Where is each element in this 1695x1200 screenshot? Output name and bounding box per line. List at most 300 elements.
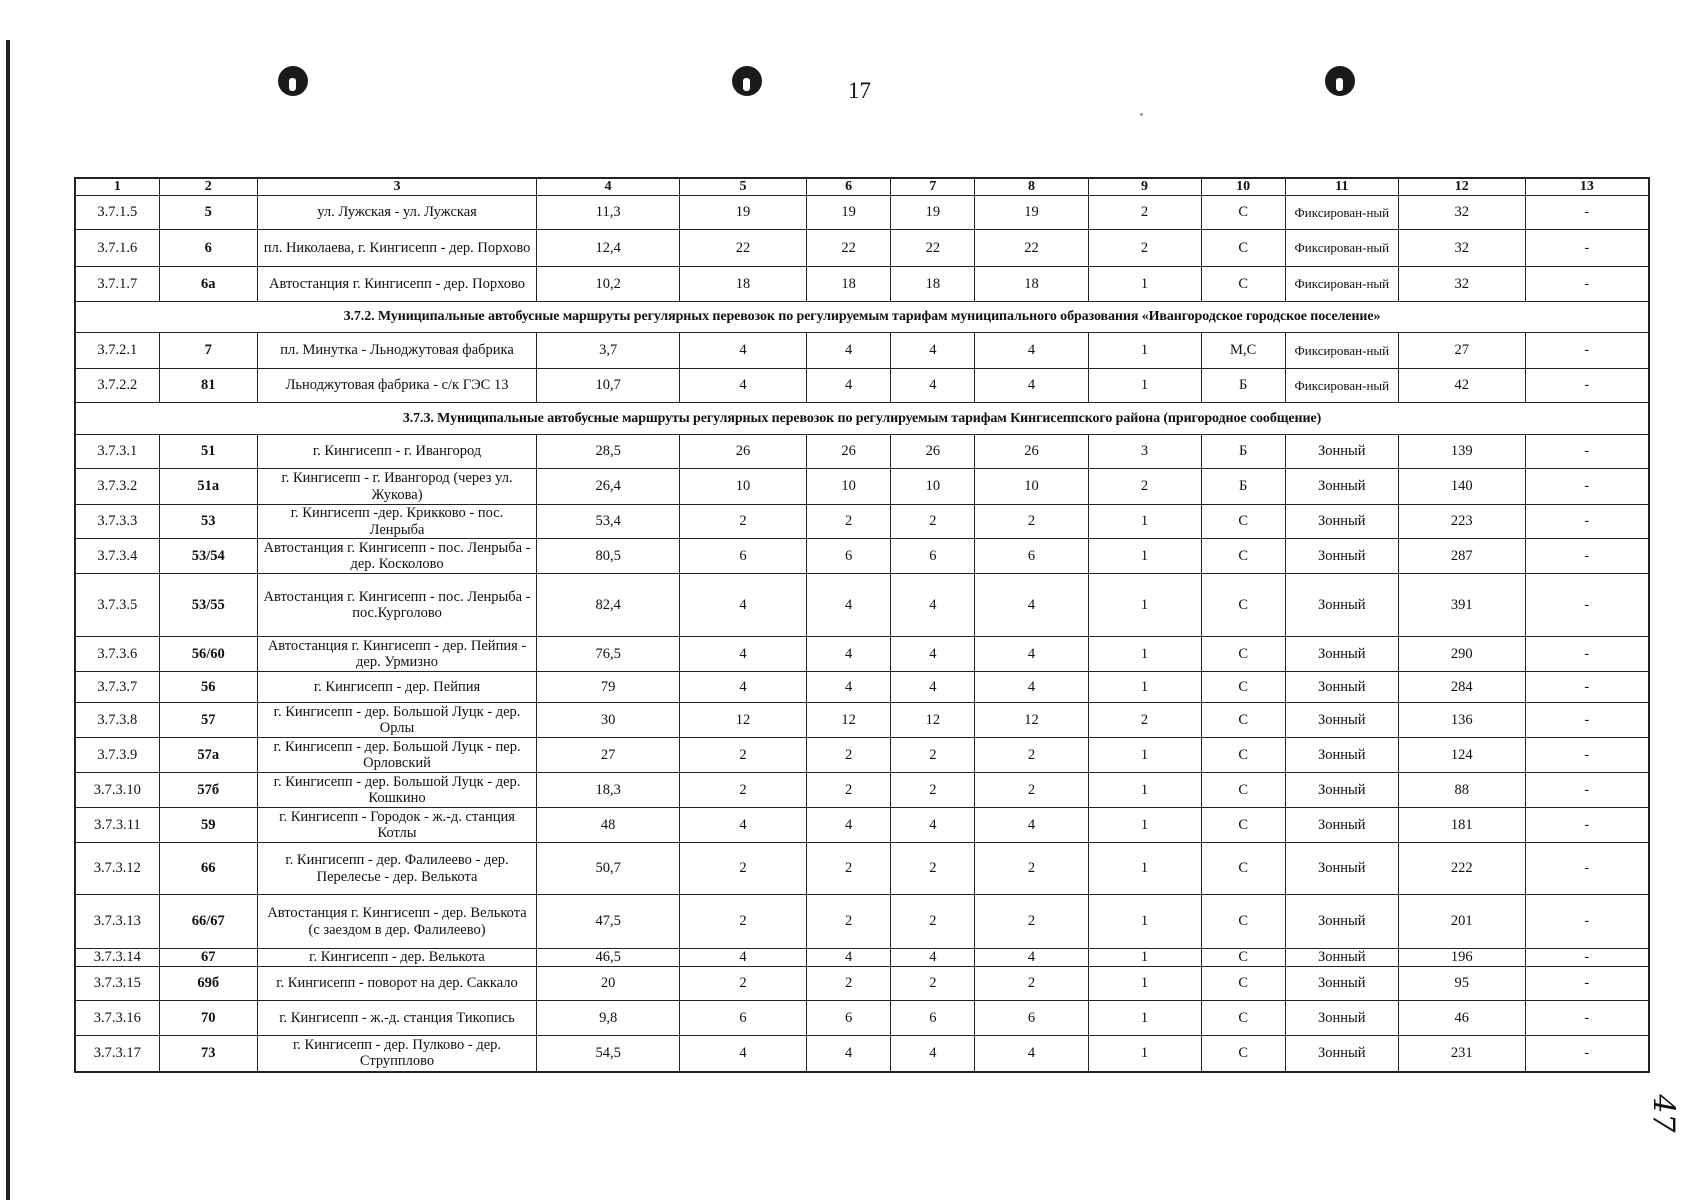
cell-buses-holidays: 26	[975, 435, 1088, 469]
cell-note: -	[1525, 1001, 1649, 1036]
cell-row-number: 3.7.3.5	[75, 574, 159, 637]
cell-fare: 124	[1398, 738, 1525, 773]
cell-buses-weekends: 4	[891, 672, 975, 703]
cell-buses-holidays: 4	[975, 369, 1088, 403]
cell-row-number: 3.7.3.8	[75, 703, 159, 738]
cell-note: -	[1525, 1036, 1649, 1072]
cell-note: -	[1525, 967, 1649, 1001]
cell-buses-weekends: 4	[891, 574, 975, 637]
cell-note: -	[1525, 230, 1649, 267]
column-header: 2	[159, 178, 257, 196]
cell-route-number: 67	[159, 949, 257, 967]
cell-buses-workdays: 18	[807, 267, 891, 302]
cell-bus-class: 2	[1088, 469, 1201, 505]
cell-fare: 46	[1398, 1001, 1525, 1036]
cell-bus-class: 1	[1088, 773, 1201, 808]
cell-fare: 196	[1398, 949, 1525, 967]
cell-fare: 201	[1398, 895, 1525, 949]
cell-row-number: 3.7.3.9	[75, 738, 159, 773]
cell-tariff-type: Зонный	[1285, 672, 1398, 703]
cell-buses-total: 4	[680, 949, 807, 967]
cell-route-name: г. Кингисепп - дер. Велькота	[257, 949, 536, 967]
cell-row-number: 3.7.3.12	[75, 843, 159, 895]
cell-tariff-type: Зонный	[1285, 808, 1398, 843]
cell-row-number: 3.7.1.5	[75, 196, 159, 230]
cell-bus-class: 1	[1088, 505, 1201, 539]
cell-bus-class: 1	[1088, 895, 1201, 949]
cell-bus-class: 1	[1088, 267, 1201, 302]
cell-buses-workdays: 22	[807, 230, 891, 267]
cell-note: -	[1525, 738, 1649, 773]
cell-buses-holidays: 2	[975, 738, 1088, 773]
cell-route-number: 57б	[159, 773, 257, 808]
cell-tariff-type: Фиксирован-ный	[1285, 196, 1398, 230]
cell-bus-size: С	[1201, 949, 1285, 967]
table-body	[75, 178, 1649, 1072]
table-row	[75, 1036, 1649, 1072]
table-row	[75, 505, 1649, 539]
table-row	[75, 1001, 1649, 1036]
cell-buses-weekends: 2	[891, 505, 975, 539]
cell-note: -	[1525, 773, 1649, 808]
cell-route-name: г. Кингисепп - поворот на дер. Саккало	[257, 967, 536, 1001]
cell-row-number: 3.7.3.17	[75, 1036, 159, 1072]
cell-bus-class: 1	[1088, 574, 1201, 637]
cell-route-number: 56	[159, 672, 257, 703]
cell-route-length: 46,5	[537, 949, 680, 967]
cell-fare: 290	[1398, 637, 1525, 672]
column-header: 8	[975, 178, 1088, 196]
cell-route-name: г. Кингисепп - дер. Большой Луцк - дер. Орлы	[257, 703, 536, 738]
cell-tariff-type: Зонный	[1285, 843, 1398, 895]
cell-buses-workdays: 4	[807, 949, 891, 967]
cell-fare: 287	[1398, 539, 1525, 574]
cell-route-number: 53/55	[159, 574, 257, 637]
column-header: 4	[537, 178, 680, 196]
cell-route-length: 10,7	[537, 369, 680, 403]
table-row	[75, 469, 1649, 505]
cell-bus-class: 1	[1088, 637, 1201, 672]
cell-fare: 95	[1398, 967, 1525, 1001]
cell-buses-total: 4	[680, 333, 807, 369]
cell-buses-weekends: 6	[891, 539, 975, 574]
cell-buses-total: 4	[680, 369, 807, 403]
cell-row-number: 3.7.1.7	[75, 267, 159, 302]
cell-buses-holidays: 10	[975, 469, 1088, 505]
cell-route-name: г. Кингисепп - дер. Пейпия	[257, 672, 536, 703]
cell-buses-weekends: 4	[891, 333, 975, 369]
cell-note: -	[1525, 369, 1649, 403]
column-header: 9	[1088, 178, 1201, 196]
table-row	[75, 333, 1649, 369]
cell-buses-workdays: 19	[807, 196, 891, 230]
cell-fare: 88	[1398, 773, 1525, 808]
section-heading: 3.7.3. Муниципальные автобусные маршруты регулярных перевозок по регулируемым тарифам Кингисеппского района (пригородное сообщение)	[75, 403, 1649, 435]
cell-note: -	[1525, 469, 1649, 505]
cell-route-length: 79	[537, 672, 680, 703]
table-header-row	[75, 178, 1649, 196]
cell-buses-holidays: 2	[975, 967, 1088, 1001]
cell-route-length: 54,5	[537, 1036, 680, 1072]
cell-buses-total: 2	[680, 505, 807, 539]
cell-tariff-type: Зонный	[1285, 574, 1398, 637]
cell-buses-weekends: 6	[891, 1001, 975, 1036]
table-row	[75, 267, 1649, 302]
cell-fare: 140	[1398, 469, 1525, 505]
cell-buses-weekends: 2	[891, 967, 975, 1001]
cell-route-length: 82,4	[537, 574, 680, 637]
cell-buses-total: 2	[680, 843, 807, 895]
cell-note: -	[1525, 637, 1649, 672]
cell-route-length: 27	[537, 738, 680, 773]
cell-route-name: г. Кингисепп - дер. Большой Луцк - пер. Орловский	[257, 738, 536, 773]
cell-tariff-type: Фиксирован-ный	[1285, 267, 1398, 302]
cell-route-name: ул. Лужская - ул. Лужская	[257, 196, 536, 230]
cell-buses-weekends: 4	[891, 369, 975, 403]
cell-buses-total: 6	[680, 1001, 807, 1036]
cell-buses-total: 4	[680, 808, 807, 843]
cell-bus-size: М,С	[1201, 333, 1285, 369]
cell-buses-holidays: 4	[975, 1036, 1088, 1072]
cell-buses-weekends: 2	[891, 773, 975, 808]
cell-buses-workdays: 4	[807, 637, 891, 672]
cell-route-length: 50,7	[537, 843, 680, 895]
cell-bus-class: 1	[1088, 949, 1201, 967]
cell-buses-workdays: 4	[807, 808, 891, 843]
cell-bus-class: 1	[1088, 672, 1201, 703]
cell-buses-weekends: 22	[891, 230, 975, 267]
cell-buses-holidays: 6	[975, 1001, 1088, 1036]
cell-route-length: 76,5	[537, 637, 680, 672]
cell-note: -	[1525, 808, 1649, 843]
cell-route-number: 66/67	[159, 895, 257, 949]
cell-route-length: 80,5	[537, 539, 680, 574]
cell-route-name: Автостанция г. Кингисепп - пос. Ленрыба - дер. Косколово	[257, 539, 536, 574]
cell-buses-weekends: 2	[891, 843, 975, 895]
cell-buses-weekends: 4	[891, 949, 975, 967]
cell-buses-total: 4	[680, 1036, 807, 1072]
cell-route-length: 11,3	[537, 196, 680, 230]
cell-route-number: 66	[159, 843, 257, 895]
cell-bus-size: С	[1201, 1036, 1285, 1072]
cell-row-number: 3.7.3.15	[75, 967, 159, 1001]
cell-route-name: Льноджутовая фабрика - с/к ГЭС 13	[257, 369, 536, 403]
cell-note: -	[1525, 435, 1649, 469]
punch-hole-icon	[1325, 66, 1355, 96]
cell-bus-class: 1	[1088, 1036, 1201, 1072]
cell-buses-workdays: 10	[807, 469, 891, 505]
punch-hole-icon	[278, 66, 308, 96]
cell-buses-holidays: 18	[975, 267, 1088, 302]
section-heading-row	[75, 403, 1649, 435]
cell-fare: 27	[1398, 333, 1525, 369]
cell-route-number: 57	[159, 703, 257, 738]
cell-bus-class: 1	[1088, 967, 1201, 1001]
column-header: 6	[807, 178, 891, 196]
cell-row-number: 3.7.3.6	[75, 637, 159, 672]
table-row	[75, 808, 1649, 843]
column-header: 13	[1525, 178, 1649, 196]
cell-tariff-type: Фиксирован-ный	[1285, 230, 1398, 267]
cell-bus-size: С	[1201, 539, 1285, 574]
cell-buses-workdays: 6	[807, 1001, 891, 1036]
cell-bus-class: 1	[1088, 1001, 1201, 1036]
cell-route-length: 28,5	[537, 435, 680, 469]
cell-route-number: 53/54	[159, 539, 257, 574]
table-row	[75, 230, 1649, 267]
cell-fare: 222	[1398, 843, 1525, 895]
cell-route-length: 30	[537, 703, 680, 738]
cell-bus-size: С	[1201, 808, 1285, 843]
handwritten-sheet-number: 47	[1645, 1094, 1681, 1133]
cell-buses-total: 4	[680, 637, 807, 672]
cell-tariff-type: Зонный	[1285, 539, 1398, 574]
cell-tariff-type: Зонный	[1285, 967, 1398, 1001]
cell-buses-workdays: 4	[807, 369, 891, 403]
cell-bus-class: 1	[1088, 738, 1201, 773]
cell-bus-class: 1	[1088, 539, 1201, 574]
cell-buses-workdays: 2	[807, 843, 891, 895]
cell-buses-workdays: 6	[807, 539, 891, 574]
cell-route-number: 73	[159, 1036, 257, 1072]
cell-buses-total: 6	[680, 539, 807, 574]
table-row	[75, 895, 1649, 949]
cell-buses-workdays: 4	[807, 574, 891, 637]
cell-buses-holidays: 12	[975, 703, 1088, 738]
cell-buses-total: 2	[680, 738, 807, 773]
cell-fare: 223	[1398, 505, 1525, 539]
column-header: 11	[1285, 178, 1398, 196]
cell-tariff-type: Зонный	[1285, 949, 1398, 967]
cell-route-number: 59	[159, 808, 257, 843]
cell-buses-total: 4	[680, 672, 807, 703]
cell-buses-holidays: 4	[975, 333, 1088, 369]
cell-route-number: 7	[159, 333, 257, 369]
cell-route-name: пл. Николаева, г. Кингисепп - дер. Порхово	[257, 230, 536, 267]
cell-buses-holidays: 2	[975, 895, 1088, 949]
cell-bus-size: С	[1201, 738, 1285, 773]
cell-buses-total: 22	[680, 230, 807, 267]
cell-note: -	[1525, 333, 1649, 369]
cell-bus-size: С	[1201, 230, 1285, 267]
cell-bus-class: 1	[1088, 369, 1201, 403]
cell-route-length: 10,2	[537, 267, 680, 302]
table-row	[75, 369, 1649, 403]
cell-tariff-type: Зонный	[1285, 435, 1398, 469]
cell-buses-workdays: 2	[807, 967, 891, 1001]
cell-buses-holidays: 4	[975, 637, 1088, 672]
cell-tariff-type: Зонный	[1285, 1036, 1398, 1072]
cell-bus-class: 3	[1088, 435, 1201, 469]
cell-bus-size: С	[1201, 895, 1285, 949]
cell-bus-size: С	[1201, 967, 1285, 1001]
cell-bus-size: С	[1201, 773, 1285, 808]
cell-fare: 136	[1398, 703, 1525, 738]
cell-fare: 32	[1398, 196, 1525, 230]
cell-tariff-type: Фиксирован-ный	[1285, 369, 1398, 403]
cell-fare: 139	[1398, 435, 1525, 469]
cell-row-number: 3.7.3.13	[75, 895, 159, 949]
cell-buses-weekends: 4	[891, 808, 975, 843]
cell-buses-weekends: 18	[891, 267, 975, 302]
cell-row-number: 3.7.3.3	[75, 505, 159, 539]
cell-route-number: 6а	[159, 267, 257, 302]
column-header: 7	[891, 178, 975, 196]
cell-buses-total: 10	[680, 469, 807, 505]
cell-buses-holidays: 22	[975, 230, 1088, 267]
cell-route-length: 3,7	[537, 333, 680, 369]
cell-buses-workdays: 4	[807, 333, 891, 369]
cell-tariff-type: Зонный	[1285, 505, 1398, 539]
cell-bus-class: 1	[1088, 808, 1201, 843]
cell-note: -	[1525, 505, 1649, 539]
cell-buses-weekends: 4	[891, 1036, 975, 1072]
table-row	[75, 738, 1649, 773]
cell-bus-size: С	[1201, 574, 1285, 637]
cell-row-number: 3.7.1.6	[75, 230, 159, 267]
cell-note: -	[1525, 949, 1649, 967]
cell-buses-workdays: 12	[807, 703, 891, 738]
cell-note: -	[1525, 267, 1649, 302]
table-row	[75, 843, 1649, 895]
table-row	[75, 672, 1649, 703]
cell-buses-weekends: 19	[891, 196, 975, 230]
cell-tariff-type: Зонный	[1285, 1001, 1398, 1036]
table-row	[75, 574, 1649, 637]
cell-tariff-type: Фиксирован-ный	[1285, 333, 1398, 369]
cell-route-name: г. Кингисепп - ж.-д. станция Тикопись	[257, 1001, 536, 1036]
column-header: 12	[1398, 178, 1525, 196]
cell-bus-class: 1	[1088, 333, 1201, 369]
cell-bus-size: С	[1201, 505, 1285, 539]
cell-bus-size: С	[1201, 843, 1285, 895]
table-row	[75, 703, 1649, 738]
cell-bus-size: С	[1201, 1001, 1285, 1036]
column-header: 1	[75, 178, 159, 196]
cell-fare: 32	[1398, 267, 1525, 302]
cell-row-number: 3.7.3.1	[75, 435, 159, 469]
cell-row-number: 3.7.3.2	[75, 469, 159, 505]
cell-route-name: г. Кингисепп - г. Ивангород	[257, 435, 536, 469]
cell-buses-weekends: 10	[891, 469, 975, 505]
cell-route-name: г. Кингисепп - г. Ивангород (через ул. Жукова)	[257, 469, 536, 505]
cell-buses-total: 2	[680, 773, 807, 808]
cell-buses-weekends: 12	[891, 703, 975, 738]
cell-buses-holidays: 2	[975, 505, 1088, 539]
cell-note: -	[1525, 843, 1649, 895]
cell-row-number: 3.7.2.2	[75, 369, 159, 403]
cell-buses-holidays: 6	[975, 539, 1088, 574]
cell-route-length: 47,5	[537, 895, 680, 949]
cell-buses-holidays: 19	[975, 196, 1088, 230]
cell-buses-workdays: 2	[807, 773, 891, 808]
cell-fare: 32	[1398, 230, 1525, 267]
cell-row-number: 3.7.3.10	[75, 773, 159, 808]
cell-buses-total: 26	[680, 435, 807, 469]
cell-bus-size: Б	[1201, 469, 1285, 505]
cell-route-length: 53,4	[537, 505, 680, 539]
cell-route-number: 51а	[159, 469, 257, 505]
cell-route-length: 26,4	[537, 469, 680, 505]
cell-route-length: 20	[537, 967, 680, 1001]
cell-row-number: 3.7.3.4	[75, 539, 159, 574]
cell-buses-holidays: 4	[975, 949, 1088, 967]
table-row	[75, 949, 1649, 967]
cell-tariff-type: Зонный	[1285, 738, 1398, 773]
cell-bus-class: 2	[1088, 703, 1201, 738]
cell-buses-holidays: 2	[975, 843, 1088, 895]
table-row	[75, 967, 1649, 1001]
cell-tariff-type: Зонный	[1285, 773, 1398, 808]
cell-route-name: Автостанция г. Кингисепп - дер. Пейпия - дер. Урмизно	[257, 637, 536, 672]
cell-route-number: 56/60	[159, 637, 257, 672]
column-header: 5	[680, 178, 807, 196]
section-heading: 3.7.2. Муниципальные автобусные маршруты регулярных перевозок по регулируемым тарифам муниципального образования «Ивангородское городское поселение»	[75, 302, 1649, 333]
table-row	[75, 196, 1649, 230]
cell-route-length: 9,8	[537, 1001, 680, 1036]
cell-row-number: 3.7.2.1	[75, 333, 159, 369]
section-heading-row	[75, 302, 1649, 333]
cell-bus-size: С	[1201, 672, 1285, 703]
cell-fare: 42	[1398, 369, 1525, 403]
cell-buses-workdays: 2	[807, 738, 891, 773]
cell-bus-size: С	[1201, 637, 1285, 672]
cell-buses-workdays: 2	[807, 505, 891, 539]
cell-bus-size: С	[1201, 703, 1285, 738]
cell-route-number: 5	[159, 196, 257, 230]
cell-buses-total: 18	[680, 267, 807, 302]
cell-route-number: 81	[159, 369, 257, 403]
table-row	[75, 637, 1649, 672]
cell-route-name: Автостанция г. Кингисепп - дер. Порхово	[257, 267, 536, 302]
cell-route-number: 53	[159, 505, 257, 539]
route-tariff-table	[74, 177, 1650, 1073]
table-row	[75, 773, 1649, 808]
cell-buses-workdays: 4	[807, 672, 891, 703]
cell-route-number: 51	[159, 435, 257, 469]
cell-note: -	[1525, 895, 1649, 949]
cell-buses-total: 2	[680, 895, 807, 949]
cell-route-number: 6	[159, 230, 257, 267]
cell-row-number: 3.7.3.7	[75, 672, 159, 703]
cell-bus-class: 1	[1088, 843, 1201, 895]
cell-buses-weekends: 4	[891, 637, 975, 672]
cell-fare: 284	[1398, 672, 1525, 703]
cell-row-number: 3.7.3.16	[75, 1001, 159, 1036]
column-header: 10	[1201, 178, 1285, 196]
cell-buses-workdays: 2	[807, 895, 891, 949]
cell-buses-weekends: 26	[891, 435, 975, 469]
cell-buses-weekends: 2	[891, 895, 975, 949]
cell-bus-class: 2	[1088, 196, 1201, 230]
cell-tariff-type: Зонный	[1285, 703, 1398, 738]
cell-route-length: 12,4	[537, 230, 680, 267]
cell-bus-size: С	[1201, 267, 1285, 302]
cell-fare: 391	[1398, 574, 1525, 637]
table-row	[75, 435, 1649, 469]
cell-route-name: г. Кингисепп - Городок - ж.-д. станция Котлы	[257, 808, 536, 843]
cell-note: -	[1525, 672, 1649, 703]
cell-buses-total: 4	[680, 574, 807, 637]
punch-hole-icon	[732, 66, 762, 96]
cell-fare: 181	[1398, 808, 1525, 843]
cell-note: -	[1525, 703, 1649, 738]
cell-route-length: 48	[537, 808, 680, 843]
cell-buses-total: 12	[680, 703, 807, 738]
cell-fare: 231	[1398, 1036, 1525, 1072]
cell-route-number: 57а	[159, 738, 257, 773]
cell-buses-workdays: 4	[807, 1036, 891, 1072]
